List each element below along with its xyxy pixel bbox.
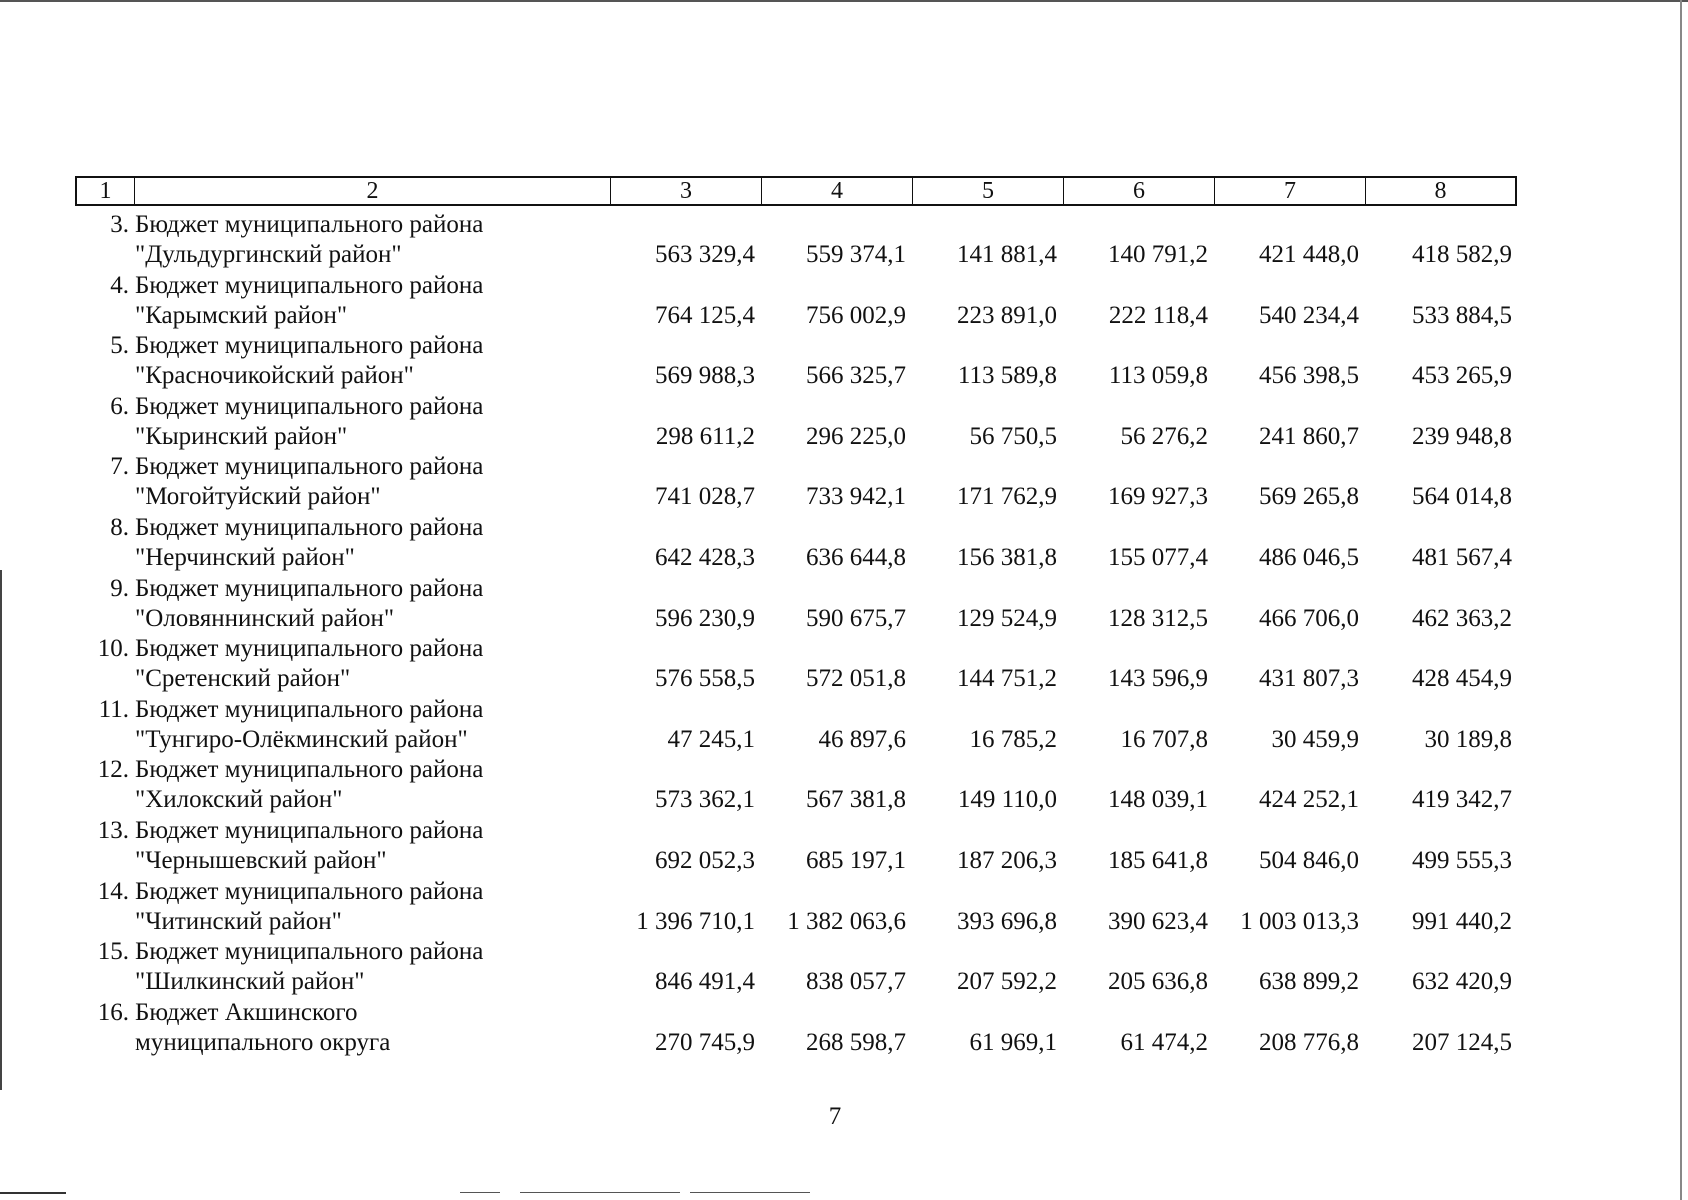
cell-col5: 149 110,0 <box>957 786 1057 814</box>
header-cell: 8 <box>1434 178 1447 204</box>
scan-left-edge <box>0 570 2 1090</box>
cell-col4: 1 382 063,6 <box>787 907 906 935</box>
cell-col4: 590 675,7 <box>806 604 906 632</box>
cell-col4: 685 197,1 <box>806 846 906 874</box>
table-row <box>75 933 1517 994</box>
cell-col4: 572 051,8 <box>806 665 906 693</box>
cell-col3: 573 362,1 <box>655 786 755 814</box>
cell-col7: 208 776,8 <box>1259 1028 1359 1056</box>
table-row <box>75 267 1517 328</box>
table-row <box>75 812 1517 873</box>
cell-col6: 205 636,8 <box>1108 968 1208 996</box>
header-cell: 3 <box>611 178 762 204</box>
row-name-line2: "Сретенский район" <box>135 665 351 693</box>
page-number: 7 <box>828 1103 842 1130</box>
table-row <box>75 388 1517 449</box>
table-row <box>75 206 1517 267</box>
row-name-line1: Бюджет муниципального района <box>135 574 484 602</box>
row-number: 10. <box>97 635 129 663</box>
cell-col7: 421 448,0 <box>1259 241 1359 268</box>
cell-col3: 596 230,9 <box>655 604 755 632</box>
scan-right-edge <box>1680 0 1682 1200</box>
cell-col7: 540 234,4 <box>1259 301 1359 329</box>
row-name-line1: Бюджет муниципального района <box>135 211 484 238</box>
cell-col8: 533 884,5 <box>1412 301 1512 329</box>
row-name-line1: Бюджет муниципального района <box>135 332 484 360</box>
row-name-line2: "Могойтуйский район" <box>135 483 381 511</box>
cell-col6: 390 623,4 <box>1108 907 1208 935</box>
cell-col6: 222 118,4 <box>1108 301 1208 329</box>
row-number: 3. <box>110 211 129 238</box>
table-header-row <box>75 176 1517 206</box>
row-name-line1: Бюджет муниципального района <box>135 453 484 481</box>
row-name-line2: "Шилкинский район" <box>135 968 365 996</box>
cell-col5: 171 762,9 <box>957 483 1057 511</box>
cell-col6: 16 707,8 <box>1120 725 1208 753</box>
row-name-line1: Бюджет муниципального района <box>135 816 484 844</box>
cell-col5: 156 381,8 <box>957 543 1057 571</box>
cell-col7: 486 046,5 <box>1259 543 1359 571</box>
cell-col8: 462 363,2 <box>1412 604 1512 632</box>
table-row <box>75 509 1517 570</box>
row-number: 5. <box>110 332 129 360</box>
scan-bottom-dash <box>520 1192 680 1193</box>
cell-col5: 187 206,3 <box>957 846 1057 874</box>
cell-col3: 642 428,3 <box>655 543 755 571</box>
cell-col4: 567 381,8 <box>806 786 906 814</box>
table-body <box>75 206 1517 1054</box>
row-name-line1: Бюджет муниципального района <box>135 756 484 784</box>
cell-col3: 741 028,7 <box>655 483 755 511</box>
cell-col6: 61 474,2 <box>1120 1028 1208 1056</box>
row-number: 13. <box>97 816 129 844</box>
row-name-line1: Бюджет муниципального района <box>135 938 484 966</box>
cell-col8: 30 189,8 <box>1424 725 1512 753</box>
cell-col4: 838 057,7 <box>806 968 906 996</box>
cell-col6: 143 596,9 <box>1108 665 1208 693</box>
cell-col8: 481 567,4 <box>1412 543 1512 571</box>
cell-col8: 207 124,5 <box>1412 1028 1512 1056</box>
cell-col5: 129 524,9 <box>957 604 1057 632</box>
row-name-line2: "Оловяннинский район" <box>135 604 395 632</box>
table-row <box>75 994 1517 1055</box>
cell-col3: 1 396 710,1 <box>636 907 755 935</box>
cell-col3: 270 745,9 <box>655 1028 755 1056</box>
cell-col3: 846 491,4 <box>655 968 755 996</box>
cell-col8: 239 948,8 <box>1412 422 1512 450</box>
cell-col5: 144 751,2 <box>957 665 1057 693</box>
cell-col8: 564 014,8 <box>1412 483 1512 511</box>
row-name-line1: Бюджет муниципального района <box>135 635 484 663</box>
row-number: 15. <box>97 938 129 966</box>
cell-col7: 424 252,1 <box>1259 786 1359 814</box>
row-number: 11. <box>98 695 129 723</box>
cell-col4: 733 942,1 <box>806 483 906 511</box>
cell-col8: 419 342,7 <box>1412 786 1512 814</box>
header-cell: 2 <box>135 178 611 204</box>
header-cell: 5 <box>913 178 1064 204</box>
row-name-line2: "Хилокский район" <box>135 786 343 814</box>
cell-col3: 563 329,4 <box>655 241 755 268</box>
cell-col5: 56 750,5 <box>969 422 1057 450</box>
header-cell: 7 <box>1215 178 1366 204</box>
cell-col3: 298 611,2 <box>655 422 755 450</box>
row-name-line2: "Нерчинский район" <box>135 543 355 571</box>
cell-col5: 223 891,0 <box>957 301 1057 329</box>
cell-col4: 46 897,6 <box>818 725 906 753</box>
cell-col6: 113 059,8 <box>1108 362 1208 390</box>
cell-col4: 268 598,7 <box>806 1028 906 1056</box>
cell-col8: 991 440,2 <box>1412 907 1512 935</box>
row-number: 9. <box>110 574 129 602</box>
cell-col8: 632 420,9 <box>1412 968 1512 996</box>
cell-col7: 30 459,9 <box>1271 725 1359 753</box>
row-name-line2: "Кыринский район" <box>135 422 348 450</box>
row-name-line2: "Дульдургинский район" <box>135 241 402 268</box>
row-name-line1: Бюджет Акшинского <box>135 998 358 1026</box>
cell-col7: 569 265,8 <box>1259 483 1359 511</box>
cell-col6: 128 312,5 <box>1108 604 1208 632</box>
cell-col7: 504 846,0 <box>1259 846 1359 874</box>
table-row <box>75 691 1517 752</box>
cell-col5: 16 785,2 <box>969 725 1057 753</box>
table-row <box>75 327 1517 388</box>
row-number: 12. <box>97 756 129 784</box>
row-name-line2: муниципального округа <box>135 1028 391 1056</box>
cell-col7: 241 860,7 <box>1259 422 1359 450</box>
row-name-line1: Бюджет муниципального района <box>135 513 484 541</box>
row-name-line1: Бюджет муниципального района <box>135 695 484 723</box>
header-cell: 6 <box>1064 178 1215 204</box>
table-row <box>75 448 1517 509</box>
row-number: 14. <box>97 877 129 905</box>
cell-col4: 566 325,7 <box>806 362 906 390</box>
cell-col5: 393 696,8 <box>957 907 1057 935</box>
cell-col8: 499 555,3 <box>1412 846 1512 874</box>
scan-bottom-left-edge <box>0 1192 66 1194</box>
scan-top-edge <box>0 0 1688 2</box>
row-name-line2: "Читинский район" <box>135 907 342 935</box>
table-row <box>75 751 1517 812</box>
cell-col7: 456 398,5 <box>1259 362 1359 390</box>
header-cell: 4 <box>762 178 913 204</box>
row-number: 16. <box>97 998 129 1026</box>
cell-col8: 453 265,9 <box>1412 362 1512 390</box>
cell-col3: 764 125,4 <box>655 301 755 329</box>
table-row <box>75 570 1517 631</box>
row-name-line1: Бюджет муниципального района <box>135 392 484 420</box>
cell-col5: 207 592,2 <box>957 968 1057 996</box>
cell-col6: 148 039,1 <box>1108 786 1208 814</box>
cell-col3: 569 988,3 <box>655 362 755 390</box>
row-number: 8. <box>110 513 129 541</box>
row-name-line2: "Красночикойский район" <box>135 362 414 390</box>
row-name-line1: Бюджет муниципального района <box>135 271 484 299</box>
cell-col4: 636 644,8 <box>806 543 906 571</box>
header-cell: 1 <box>77 178 135 204</box>
cell-col6: 185 641,8 <box>1108 846 1208 874</box>
scan-bottom-dash <box>460 1192 500 1193</box>
cell-col3: 576 558,5 <box>655 665 755 693</box>
cell-col3: 47 245,1 <box>667 725 755 753</box>
row-name-line2: "Карымский район" <box>135 301 348 329</box>
scan-bottom-dash <box>690 1192 810 1193</box>
cell-col8: 418 582,9 <box>1412 241 1512 268</box>
cell-col7: 638 899,2 <box>1259 968 1359 996</box>
row-name-line2: "Чернышевский район" <box>135 846 387 874</box>
table-row <box>75 873 1517 934</box>
row-name-line1: Бюджет муниципального района <box>135 877 484 905</box>
cell-col4: 756 002,9 <box>806 301 906 329</box>
cell-col6: 169 927,3 <box>1108 483 1208 511</box>
table-row <box>75 630 1517 691</box>
cell-col5: 113 589,8 <box>957 362 1057 390</box>
row-name-line2: "Тунгиро-Олёкминский район" <box>135 725 468 753</box>
cell-col6: 140 791,2 <box>1108 241 1208 268</box>
row-number: 7. <box>110 453 129 481</box>
row-number: 4. <box>110 271 129 299</box>
cell-col4: 559 374,1 <box>806 241 906 268</box>
cell-col7: 431 807,3 <box>1259 665 1359 693</box>
row-number: 6. <box>110 392 129 420</box>
cell-col7: 1 003 013,3 <box>1240 907 1359 935</box>
cell-col3: 692 052,3 <box>655 846 755 874</box>
cell-col8: 428 454,9 <box>1412 665 1512 693</box>
cell-col6: 155 077,4 <box>1108 543 1208 571</box>
cell-col6: 56 276,2 <box>1120 422 1208 450</box>
cell-col5: 61 969,1 <box>969 1028 1057 1056</box>
cell-col5: 141 881,4 <box>957 241 1057 268</box>
cell-col4: 296 225,0 <box>806 422 906 450</box>
cell-col7: 466 706,0 <box>1259 604 1359 632</box>
